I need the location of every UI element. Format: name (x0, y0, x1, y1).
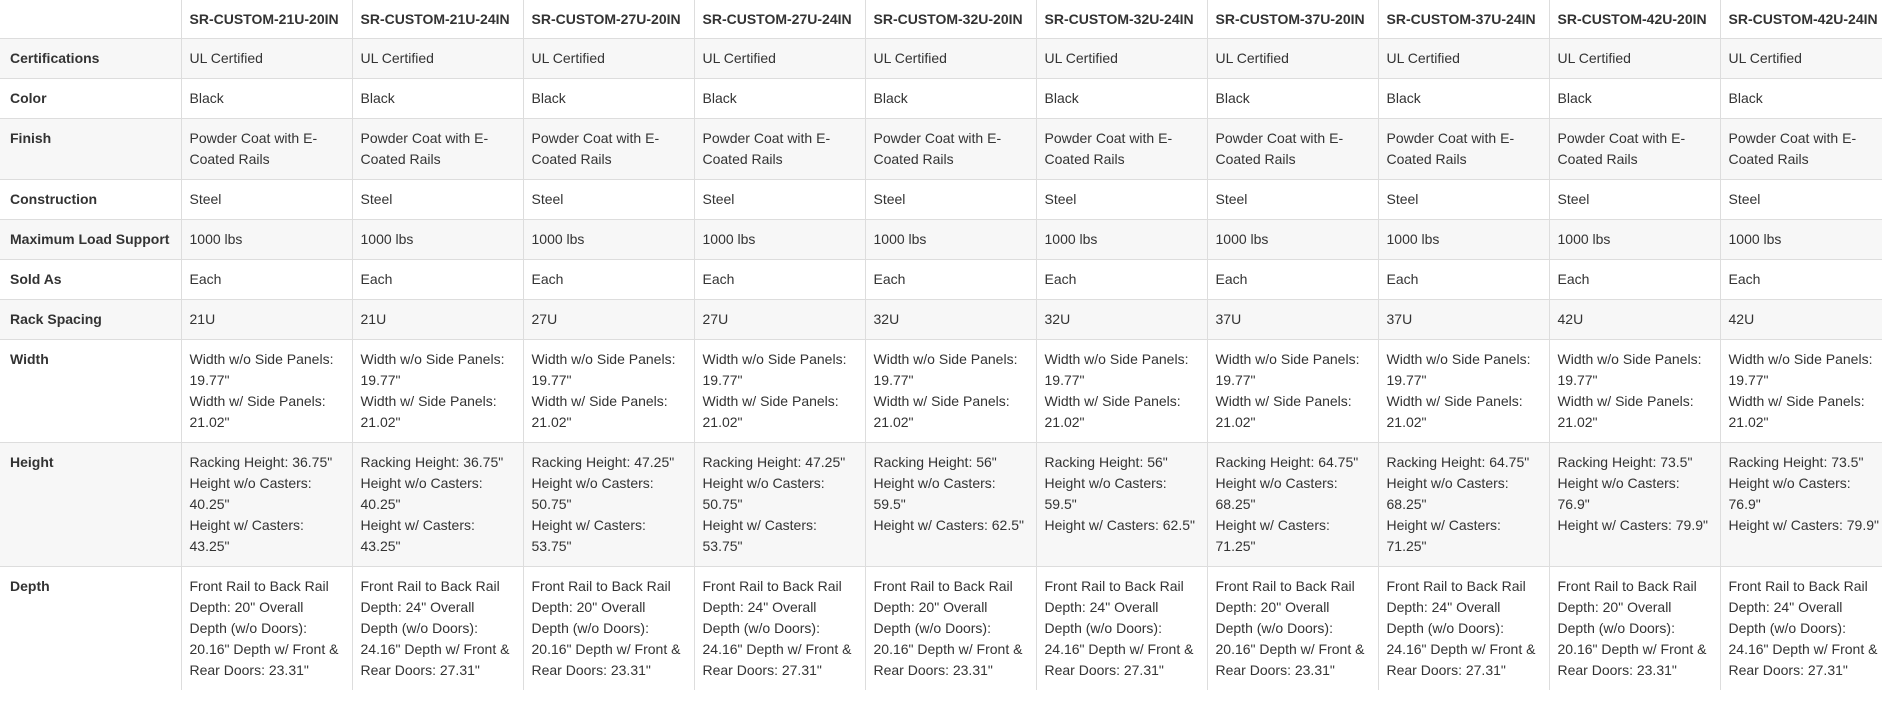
spec-cell-finish-sr-custom-42u-20in (1549, 119, 1720, 180)
spec-value-line: Steel (1728, 191, 1761, 207)
spec-value-line: Width w/o Side Panels: 19.77" (702, 351, 847, 388)
spec-value-line: 1000 lbs (1044, 231, 1098, 247)
spec-value-line: Width w/ Side Panels: 21.02" (873, 393, 1010, 430)
spec-value-line: 1000 lbs (702, 231, 756, 247)
spec-value-line: Height w/o Casters: 68.25" (1215, 475, 1338, 512)
spec-row-width (0, 340, 1882, 443)
spec-value-line: Width w/o Side Panels: 19.77" (1215, 351, 1360, 388)
spec-value-line: Each (702, 271, 735, 287)
spec-cell-height-sr-custom-42u-20in (1549, 443, 1720, 567)
spec-cell-color-sr-custom-42u-24in (1720, 79, 1882, 119)
spec-value-line: Width w/ Side Panels: 21.02" (1728, 393, 1865, 430)
spec-cell-maximum-load-support-sr-custom-21u-24in (352, 220, 523, 260)
spec-value-line: Racking Height: 73.5" (1728, 454, 1864, 470)
row-label-color: Color (0, 79, 181, 119)
spec-cell-construction-sr-custom-42u-24in (1720, 180, 1882, 220)
spec-value-line: Front Rail to Back Rail Depth: 24" Overall Depth (w/o Doors): 24.16" Depth w/ Front & Rear Doors: 27.31" (1044, 578, 1194, 678)
spec-value-line: Black (360, 90, 395, 106)
spec-value-line: Width w/ Side Panels: 21.02" (702, 393, 839, 430)
spec-value-line: UL Certified (1386, 50, 1460, 66)
spec-cell-certifications-sr-custom-21u-20in (181, 39, 352, 79)
spec-row-construction (0, 180, 1882, 220)
model-header-sr-custom-32u-24in: SR-CUSTOM-32U-24IN (1036, 0, 1207, 39)
spec-cell-rack-spacing-sr-custom-27u-24in (694, 300, 865, 340)
spec-cell-width-sr-custom-21u-24in (352, 340, 523, 443)
spec-cell-finish-sr-custom-37u-24in (1378, 119, 1549, 180)
row-label-finish: Finish (0, 119, 181, 180)
spec-value-line: Powder Coat with E-Coated Rails (1728, 130, 1857, 167)
spec-value-line: Front Rail to Back Rail Depth: 20" Overall Depth (w/o Doors): 20.16" Depth w/ Front & Rear Doors: 23.31" (873, 578, 1023, 678)
spec-value-line: Height w/o Casters: 50.75" (531, 475, 654, 512)
spec-value-line: Racking Height: 73.5" (1557, 454, 1693, 470)
spec-cell-rack-spacing-sr-custom-27u-20in (523, 300, 694, 340)
spec-value-line: Height w/o Casters: 40.25" (360, 475, 483, 512)
row-label-height: Height (0, 443, 181, 567)
spec-value-line: 37U (1215, 311, 1242, 327)
spec-value-line: Powder Coat with E-Coated Rails (531, 130, 660, 167)
spec-cell-rack-spacing-sr-custom-37u-20in (1207, 300, 1378, 340)
spec-cell-finish-sr-custom-27u-20in (523, 119, 694, 180)
spec-value-line: Each (1728, 271, 1761, 287)
spec-value-line: Each (1215, 271, 1248, 287)
spec-cell-sold-as-sr-custom-32u-24in (1036, 260, 1207, 300)
spec-cell-maximum-load-support-sr-custom-37u-24in (1378, 220, 1549, 260)
spec-cell-width-sr-custom-27u-24in (694, 340, 865, 443)
spec-row-sold-as (0, 260, 1882, 300)
spec-cell-height-sr-custom-27u-20in (523, 443, 694, 567)
spec-cell-certifications-sr-custom-32u-24in (1036, 39, 1207, 79)
spec-cell-finish-sr-custom-37u-20in (1207, 119, 1378, 180)
spec-cell-maximum-load-support-sr-custom-32u-24in (1036, 220, 1207, 260)
spec-value-line: 27U (531, 311, 558, 327)
spec-value-line: 27U (702, 311, 729, 327)
row-label-maximum-load-support: Maximum Load Support (0, 220, 181, 260)
spec-cell-color-sr-custom-32u-20in (865, 79, 1036, 119)
spec-row-color (0, 79, 1882, 119)
spec-cell-maximum-load-support-sr-custom-42u-24in (1720, 220, 1882, 260)
spec-cell-rack-spacing-sr-custom-42u-24in (1720, 300, 1882, 340)
spec-cell-maximum-load-support-sr-custom-27u-20in (523, 220, 694, 260)
spec-cell-height-sr-custom-32u-24in (1036, 443, 1207, 567)
spec-value-line: Black (1557, 90, 1592, 106)
spec-table-body (0, 39, 1882, 691)
spec-cell-rack-spacing-sr-custom-21u-20in (181, 300, 352, 340)
spec-value-line: Width w/ Side Panels: 21.02" (1386, 393, 1523, 430)
model-header-sr-custom-42u-24in: SR-CUSTOM-42U-24IN (1728, 11, 1878, 27)
spec-cell-height-sr-custom-21u-20in (181, 443, 352, 567)
spec-value-line: Height w/o Casters: 76.9" (1728, 475, 1851, 512)
spec-cell-maximum-load-support-sr-custom-27u-24in (694, 220, 865, 260)
spec-cell-depth-sr-custom-37u-20in (1207, 567, 1378, 691)
spec-cell-width-sr-custom-37u-20in (1207, 340, 1378, 443)
spec-cell-construction-sr-custom-27u-20in (523, 180, 694, 220)
spec-value-line: Black (1215, 90, 1250, 106)
spec-value-line: 21U (360, 311, 387, 327)
spec-cell-depth-sr-custom-27u-20in (523, 567, 694, 691)
row-label-rack-spacing: Rack Spacing (0, 300, 181, 340)
spec-value-line: Height w/ Casters: 71.25" (1386, 517, 1501, 554)
spec-value-line: Width w/ Side Panels: 21.02" (1557, 393, 1694, 430)
spec-value-line: Steel (702, 191, 735, 207)
spec-value-line: Width w/ Side Panels: 21.02" (1044, 393, 1181, 430)
spec-value-line: Width w/ Side Panels: 21.02" (1215, 393, 1352, 430)
spec-cell-color-sr-custom-21u-24in (352, 79, 523, 119)
spec-value-line: UL Certified (702, 50, 776, 66)
spec-value-line: 42U (1728, 311, 1755, 327)
spec-row-rack-spacing (0, 300, 1882, 340)
spec-value-line: Width w/o Side Panels: 19.77" (873, 351, 1018, 388)
spec-cell-depth-sr-custom-42u-20in (1549, 567, 1720, 691)
spec-value-line: Steel (1044, 191, 1077, 207)
spec-cell-sold-as-sr-custom-27u-24in (694, 260, 865, 300)
spec-value-line: UL Certified (1044, 50, 1118, 66)
spec-value-line: Black (1728, 90, 1763, 106)
spec-cell-width-sr-custom-37u-24in (1378, 340, 1549, 443)
spec-value-line: Powder Coat with E-Coated Rails (702, 130, 831, 167)
spec-value-line: Racking Height: 47.25" (702, 454, 846, 470)
spec-value-line: Height w/ Casters: 79.9" (1728, 517, 1879, 533)
spec-row-height (0, 443, 1882, 567)
spec-value-line: Height w/ Casters: 62.5" (873, 517, 1024, 533)
spec-value-line: Powder Coat with E-Coated Rails (1386, 130, 1515, 167)
row-label-sold-as: Sold As (0, 260, 181, 300)
spec-cell-depth-sr-custom-21u-24in (352, 567, 523, 691)
spec-cell-construction-sr-custom-27u-24in (694, 180, 865, 220)
spec-row-certifications (0, 39, 1882, 79)
spec-value-line: Height w/ Casters: 79.9" (1557, 517, 1708, 533)
spec-value-line: Height w/o Casters: 76.9" (1557, 475, 1680, 512)
spec-value-line: Height w/o Casters: 68.25" (1386, 475, 1509, 512)
spec-cell-width-sr-custom-42u-20in (1549, 340, 1720, 443)
spec-cell-depth-sr-custom-32u-20in (865, 567, 1036, 691)
spec-cell-color-sr-custom-42u-20in (1549, 79, 1720, 119)
spec-cell-certifications-sr-custom-27u-24in (694, 39, 865, 79)
model-header-sr-custom-37u-20in: SR-CUSTOM-37U-20IN (1207, 0, 1378, 39)
spec-value-line: Each (873, 271, 906, 287)
spec-value-line: Height w/o Casters: 40.25" (189, 475, 312, 512)
spec-cell-construction-sr-custom-37u-20in (1207, 180, 1378, 220)
spec-value-line: Powder Coat with E-Coated Rails (1557, 130, 1686, 167)
spec-value-line: Powder Coat with E-Coated Rails (873, 130, 1002, 167)
spec-row-finish (0, 119, 1882, 180)
spec-cell-certifications-sr-custom-37u-24in (1378, 39, 1549, 79)
spec-cell-color-sr-custom-21u-20in (181, 79, 352, 119)
spec-cell-color-sr-custom-37u-20in (1207, 79, 1378, 119)
spec-value-line: Each (1386, 271, 1419, 287)
spec-value-line: Height w/ Casters: 53.75" (531, 517, 646, 554)
spec-cell-certifications-sr-custom-37u-20in (1207, 39, 1378, 79)
spec-cell-certifications-sr-custom-42u-24in (1720, 39, 1882, 79)
spec-cell-sold-as-sr-custom-21u-24in (352, 260, 523, 300)
spec-cell-finish-sr-custom-32u-24in (1036, 119, 1207, 180)
spec-value-line: 32U (873, 311, 900, 327)
model-header-sr-custom-27u-24in: SR-CUSTOM-27U-24IN (694, 0, 865, 39)
spec-value-line: Black (1386, 90, 1421, 106)
spec-value-line: UL Certified (1215, 50, 1289, 66)
spec-value-line: 1000 lbs (531, 231, 585, 247)
spec-row-depth (0, 567, 1882, 691)
spec-value-line: Steel (189, 191, 222, 207)
spec-value-line: Front Rail to Back Rail Depth: 20" Overall Depth (w/o Doors): 20.16" Depth w/ Front & Rear Doors: 23.31" (1557, 578, 1707, 678)
spec-value-line: Height w/ Casters: 71.25" (1215, 517, 1330, 554)
spec-value-line: Powder Coat with E-Coated Rails (189, 130, 318, 167)
spec-value-line: Steel (531, 191, 564, 207)
spec-cell-certifications-sr-custom-27u-20in (523, 39, 694, 79)
spec-value-line: Width w/ Side Panels: 21.02" (360, 393, 497, 430)
spec-value-line: Steel (873, 191, 906, 207)
spec-value-line: Height w/ Casters: 62.5" (1044, 517, 1195, 533)
spec-value-line: 1000 lbs (1557, 231, 1611, 247)
spec-value-line: Racking Height: 36.75" (360, 454, 504, 470)
spec-cell-sold-as-sr-custom-42u-20in (1549, 260, 1720, 300)
model-header-sr-custom-21u-20in: SR-CUSTOM-21U-20IN (181, 0, 352, 39)
spec-cell-sold-as-sr-custom-27u-20in (523, 260, 694, 300)
spec-value-line: Width w/o Side Panels: 19.77" (1044, 351, 1189, 388)
spec-value-line: 1000 lbs (360, 231, 414, 247)
spec-cell-sold-as-sr-custom-37u-20in (1207, 260, 1378, 300)
spec-cell-maximum-load-support-sr-custom-21u-20in (181, 220, 352, 260)
spec-value-line: UL Certified (873, 50, 947, 66)
spec-value-line: Width w/ Side Panels: 21.02" (189, 393, 326, 430)
spec-value-line: 1000 lbs (189, 231, 243, 247)
spec-value-line: UL Certified (1728, 50, 1802, 66)
spec-value-line: Racking Height: 36.75" (189, 454, 333, 470)
row-label-certifications: Certifications (0, 39, 181, 79)
spec-value-line: Powder Coat with E-Coated Rails (1215, 130, 1344, 167)
spec-row-maximum-load-support (0, 220, 1882, 260)
spec-value-line: Width w/o Side Panels: 19.77" (1386, 351, 1531, 388)
spec-cell-maximum-load-support-sr-custom-32u-20in (865, 220, 1036, 260)
spec-cell-depth-sr-custom-27u-24in (694, 567, 865, 691)
spec-cell-depth-sr-custom-32u-24in (1036, 567, 1207, 691)
spec-cell-finish-sr-custom-27u-24in (694, 119, 865, 180)
spec-value-line: Width w/o Side Panels: 19.77" (1728, 351, 1873, 388)
spec-value-line: Steel (360, 191, 393, 207)
spec-value-line: 42U (1557, 311, 1584, 327)
spec-value-line: Front Rail to Back Rail Depth: 20" Overall Depth (w/o Doors): 20.16" Depth w/ Front & Rear Doors: 23.31" (189, 578, 339, 678)
spec-value-line: Height w/o Casters: 59.5" (873, 475, 996, 512)
spec-cell-depth-sr-custom-42u-24in (1720, 567, 1882, 691)
spec-value-line: Steel (1557, 191, 1590, 207)
spec-cell-rack-spacing-sr-custom-21u-24in (352, 300, 523, 340)
spec-value-line: Front Rail to Back Rail Depth: 20" Overall Depth (w/o Doors): 20.16" Depth w/ Front & Rear Doors: 23.31" (531, 578, 681, 678)
spec-cell-finish-sr-custom-21u-24in (352, 119, 523, 180)
spec-cell-width-sr-custom-32u-24in (1036, 340, 1207, 443)
spec-value-line: Black (189, 90, 224, 106)
spec-value-line: Width w/o Side Panels: 19.77" (360, 351, 505, 388)
spec-value-line: Each (189, 271, 222, 287)
header-corner-cell (0, 0, 181, 39)
model-header-sr-custom-32u-20in: SR-CUSTOM-32U-20IN (865, 0, 1036, 39)
spec-value-line: 1000 lbs (1728, 231, 1782, 247)
spec-value-line: UL Certified (1557, 50, 1631, 66)
spec-cell-construction-sr-custom-32u-20in (865, 180, 1036, 220)
spec-value-line: Height w/o Casters: 59.5" (1044, 475, 1167, 512)
spec-cell-color-sr-custom-32u-24in (1036, 79, 1207, 119)
spec-cell-height-sr-custom-27u-24in (694, 443, 865, 567)
header-row (0, 0, 1882, 39)
spec-value-line: Racking Height: 64.75" (1215, 454, 1359, 470)
spec-cell-sold-as-sr-custom-32u-20in (865, 260, 1036, 300)
spec-cell-construction-sr-custom-37u-24in (1378, 180, 1549, 220)
spec-cell-finish-sr-custom-42u-24in (1720, 119, 1882, 180)
model-header-sr-custom-27u-20in: SR-CUSTOM-27U-20IN (523, 0, 694, 39)
spec-value-line: Racking Height: 56" (873, 454, 997, 470)
spec-value-line: Front Rail to Back Rail Depth: 24" Overall Depth (w/o Doors): 24.16" Depth w/ Front & Rear Doors: 27.31" (1728, 578, 1878, 678)
spec-cell-finish-sr-custom-32u-20in (865, 119, 1036, 180)
spec-cell-rack-spacing-sr-custom-42u-20in (1549, 300, 1720, 340)
spec-cell-construction-sr-custom-42u-20in (1549, 180, 1720, 220)
row-label-depth: Depth (0, 567, 181, 691)
spec-cell-color-sr-custom-27u-24in (694, 79, 865, 119)
spec-value-line: Front Rail to Back Rail Depth: 24" Overall Depth (w/o Doors): 24.16" Depth w/ Front & Rear Doors: 27.31" (1386, 578, 1536, 678)
spec-value-line: Height w/ Casters: 53.75" (702, 517, 817, 554)
spec-value-line: UL Certified (360, 50, 434, 66)
spec-value-line: Steel (1215, 191, 1248, 207)
spec-value-line: UL Certified (531, 50, 605, 66)
spec-cell-rack-spacing-sr-custom-32u-20in (865, 300, 1036, 340)
spec-cell-width-sr-custom-21u-20in (181, 340, 352, 443)
spec-value-line: Black (702, 90, 737, 106)
spec-value-line: Each (531, 271, 564, 287)
spec-value-line: Width w/o Side Panels: 19.77" (189, 351, 334, 388)
spec-cell-sold-as-sr-custom-42u-24in (1720, 260, 1882, 300)
spec-value-line: Black (873, 90, 908, 106)
row-label-width: Width (0, 340, 181, 443)
spec-cell-width-sr-custom-32u-20in (865, 340, 1036, 443)
spec-value-line: Racking Height: 64.75" (1386, 454, 1530, 470)
spec-cell-height-sr-custom-32u-20in (865, 443, 1036, 567)
spec-cell-height-sr-custom-21u-24in (352, 443, 523, 567)
spec-cell-height-sr-custom-37u-24in (1378, 443, 1549, 567)
spec-value-line: 1000 lbs (1215, 231, 1269, 247)
spec-cell-sold-as-sr-custom-21u-20in (181, 260, 352, 300)
spec-cell-certifications-sr-custom-21u-24in (352, 39, 523, 79)
spec-cell-construction-sr-custom-21u-24in (352, 180, 523, 220)
spec-cell-finish-sr-custom-21u-20in (181, 119, 352, 180)
spec-cell-maximum-load-support-sr-custom-37u-20in (1207, 220, 1378, 260)
spec-cell-rack-spacing-sr-custom-37u-24in (1378, 300, 1549, 340)
spec-cell-height-sr-custom-42u-24in (1720, 443, 1882, 567)
spec-cell-rack-spacing-sr-custom-32u-24in (1036, 300, 1207, 340)
spec-value-line: Height w/ Casters: 43.25" (360, 517, 475, 554)
spec-cell-construction-sr-custom-32u-24in (1036, 180, 1207, 220)
spec-cell-width-sr-custom-42u-24in (1720, 340, 1882, 443)
spec-value-line: Each (360, 271, 393, 287)
spec-cell-width-sr-custom-27u-20in (523, 340, 694, 443)
spec-value-line: UL Certified (189, 50, 263, 66)
spec-cell-sold-as-sr-custom-37u-24in (1378, 260, 1549, 300)
spec-value-line: Powder Coat with E-Coated Rails (1044, 130, 1173, 167)
model-header-sr-custom-21u-24in: SR-CUSTOM-21U-24IN (352, 0, 523, 39)
spec-value-line: Black (1044, 90, 1079, 106)
spec-cell-construction-sr-custom-21u-20in (181, 180, 352, 220)
spec-value-line: Height w/ Casters: 43.25" (189, 517, 304, 554)
spec-value-line: Racking Height: 47.25" (531, 454, 675, 470)
spec-cell-color-sr-custom-37u-24in (1378, 79, 1549, 119)
model-header-sr-custom-42u-20in: SR-CUSTOM-42U-20IN (1549, 0, 1720, 39)
spec-value-line: Width w/o Side Panels: 19.77" (531, 351, 676, 388)
spec-value-line: Each (1044, 271, 1077, 287)
spec-value-line: 1000 lbs (873, 231, 927, 247)
spec-value-line: Powder Coat with E-Coated Rails (360, 130, 489, 167)
spec-value-line: 32U (1044, 311, 1071, 327)
spec-cell-depth-sr-custom-21u-20in (181, 567, 352, 691)
spec-value-line: Width w/o Side Panels: 19.77" (1557, 351, 1702, 388)
spec-value-line: Each (1557, 271, 1590, 287)
spec-value-line: 37U (1386, 311, 1413, 327)
spec-value-line: Width w/ Side Panels: 21.02" (531, 393, 668, 430)
spec-cell-maximum-load-support-sr-custom-42u-20in (1549, 220, 1720, 260)
spec-value-line: Height w/o Casters: 50.75" (702, 475, 825, 512)
spec-value-line: Steel (1386, 191, 1419, 207)
spec-value-line: Black (531, 90, 566, 106)
spec-cell-certifications-sr-custom-32u-20in (865, 39, 1036, 79)
spec-cell-color-sr-custom-27u-20in (523, 79, 694, 119)
spec-value-line: 21U (189, 311, 216, 327)
spec-cell-height-sr-custom-37u-20in (1207, 443, 1378, 567)
spec-value-line: Front Rail to Back Rail Depth: 24" Overall Depth (w/o Doors): 24.16" Depth w/ Front & Rear Doors: 27.31" (360, 578, 510, 678)
spec-value-line: Racking Height: 56" (1044, 454, 1168, 470)
spec-value-line: Front Rail to Back Rail Depth: 20" Overall Depth (w/o Doors): 20.16" Depth w/ Front & Rear Doors: 23.31" (1215, 578, 1365, 678)
model-header-sr-custom-37u-24in: SR-CUSTOM-37U-24IN (1378, 0, 1549, 39)
row-label-construction: Construction (0, 180, 181, 220)
spec-cell-certifications-sr-custom-42u-20in (1549, 39, 1720, 79)
spec-value-line: 1000 lbs (1386, 231, 1440, 247)
spec-value-line: Front Rail to Back Rail Depth: 24" Overall Depth (w/o Doors): 24.16" Depth w/ Front & Rear Doors: 27.31" (702, 578, 852, 678)
spec-cell-depth-sr-custom-37u-24in (1378, 567, 1549, 691)
